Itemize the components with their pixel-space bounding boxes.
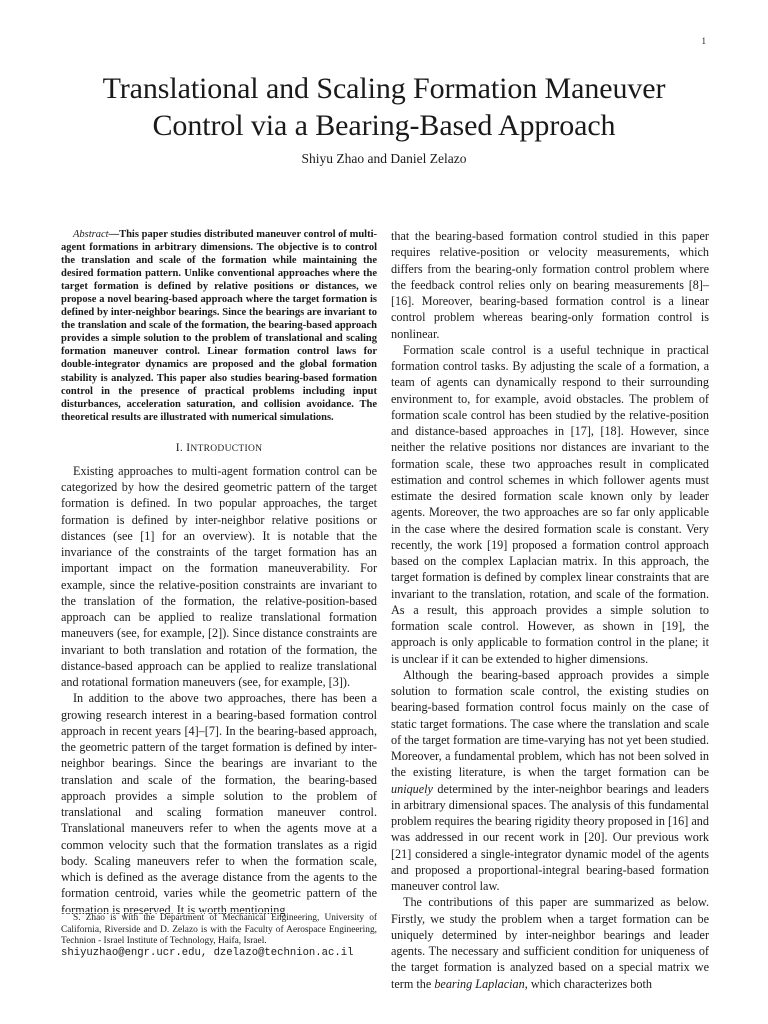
paper-title <box>0 70 768 144</box>
title-line-2: Control via a Bearing-Based Approach <box>152 109 616 142</box>
page-number: 1 <box>701 36 706 46</box>
abstract-label: Abstract <box>73 229 109 240</box>
intro-paragraph-2: In addition to the above two approaches, there has been a growing research interest in a bearing-based formation control approach in recent years [4]–[7]. In the bearing-based approach, the geometric pattern of the target formation is defined by inter-neighbor bearings. Since the bearings are invariant to the translation and scale of the formation, the bearing-based approach provides a simple solution to the problem of translational and scaling formation maneuver control. Translational maneuvers refer to when the agents move at a common velocity such that the formation translates as a rigid body. Scaling maneuvers refer to when the formation scale, which is defined as the average distance from the agents to the formation centroid, varies while the geometric pattern of the formation is preserved. It is worth mentioning <box>61 691 377 917</box>
emphasis-bearing-laplacian: bearing Laplacian <box>434 976 525 991</box>
section-heading-introduction <box>61 440 377 457</box>
section-numeral: I. <box>175 441 187 454</box>
section-rest: NTRODUCTION <box>190 443 263 454</box>
footnote-affiliations: S. Zhao is with the Department of Mechanical Engineering, University of California, Riverside and D. Zelazo is with the Faculty of Aerospace Engineering, Technion - Israel Institute of Technology, Haifa, Israel. <box>61 913 377 947</box>
abstract-text: —This paper studies distributed maneuver control of multi-agent formations in arbitrary dimensions. The objective is to control the translation and scale of the formation while maintaining the desired formation pattern. Unlike conventional approaches where the target formation is defined by relative positions or distances, we propose a novel bearing-based approach where the target formation is defined by inter-neighbor bearings. Since the bearings are invariant to the translation and scale of the formation, the bearing-based approach provides a simple solution to the problem of translational and scaling formation maneuver control. Linear formation control laws for double-integrator dynamics are proposed and the global formation stability is analyzed. This paper also studies bearing-based formation control in the presence of practical problems including input disturbances, acceleration saturation, and collision avoidance. The theoretical results are illustrated with numerical simulations. <box>61 229 377 423</box>
footnote-emails: shiyuzhao@engr.ucr.edu, dzelazo@technion.ac.il <box>61 947 354 960</box>
right-column <box>391 228 709 992</box>
left-column <box>61 228 377 918</box>
authors: Shiyu Zhao and Daniel Zelazo <box>301 151 467 166</box>
title-line-1: Translational and Scaling Formation Maneuver <box>102 72 666 105</box>
footnote <box>61 912 377 960</box>
right-paragraph-2: Formation scale control is a useful technique in practical formation control tasks. By adjusting the scale of a formation, a team of agents can dynamically respond to their surrounding environment to, for example, avoid obstacles. The problem of formation scale control has been studied by the relative-position and distance-based approaches in [17], [18]. However, since neither the relative positions nor distances are invariant to the formation scale, these two approaches result in complicated estimation and control schemes in which follower agents must estimate the desired formation scale known only by leader agents. Moreover, the two approaches are so far only applicable in the case where the desired formation scale is constant. Very recently, the work [19] proposed a formation control approach based on the complex Laplacian matrix. In this approach, the target formation is defined by complex linear constraints that are invariant to the translation, rotation, and scale of the formation. As a result, this approach provides a simple solution to formation scale control. However, as shown in [19], the approach is only applicable to formation control in the plane; it is unclear if it can be extended to higher dimensions. <box>391 342 709 666</box>
right-paragraph-3: Although the bearing-based approach provides a simple solution to formation scale control, the existing studies on bearing-based formation control focus mainly on the case of static target formations. The case where the translation and scale of the target formation are time-varying has not yet been studied. Moreover, a fundamental problem, which has not been solved in the existing literature, is when the target formation can be uniquely determined by the inter-neighbor bearings and leaders in arbitrary dimensional spaces. The analysis of this fundamental problem requires the bearing rigidity theory proposed in [16] and was addressed in our recent work in [20]. Our previous work [21] considered a single-integrator dynamic model of the agents and proposed a proportional-integral bearing-based formation maneuver control law. <box>391 667 709 893</box>
intro-paragraph-1: Existing approaches to multi-agent formation control can be categorized by how the desired geometric pattern of the target formation is defined. In two popular approaches, the target formation is defined by inter-neighbor relative positions or distances (see [1] for an overview). It is notable that the invariance of the constraints of the target formation has an important impact on the formation maneuverability. For example, since the relative-position constraints are invariant to the translation of the formation, the relative-position-based approach can be applied to realize translational formation maneuvers (see, for example, [2]). Since distance constraints are invariant to both translation and rotation of the formation, the distance-based approach can be applied to realize translational and rotational formation maneuvers (see, for example, [3]). <box>61 463 377 690</box>
abstract <box>61 228 377 424</box>
section-first-letter: I <box>186 441 191 454</box>
right-paragraph-1: that the bearing-based formation control studied in this paper requires relative-position or velocity measurements, which differs from the bearing-only formation control problem where the feedback control relies only on bearing measurements [8]–[16]. Moreover, bearing-based formation control is a linear control problem whereas bearing-only formation control is nonlinear. <box>391 229 709 341</box>
emphasis-uniquely: uniquely <box>391 781 433 796</box>
right-paragraph-4: The contributions of this paper are summarized as below. Firstly, we study the problem when a target formation can be uniquely determined by inter-neighbor bearings and leader agents. The necessary and sufficient condition for uniqueness of the target formation is analyzed based on a special matrix we term the bearing Laplacian, which characterizes both <box>391 895 709 991</box>
